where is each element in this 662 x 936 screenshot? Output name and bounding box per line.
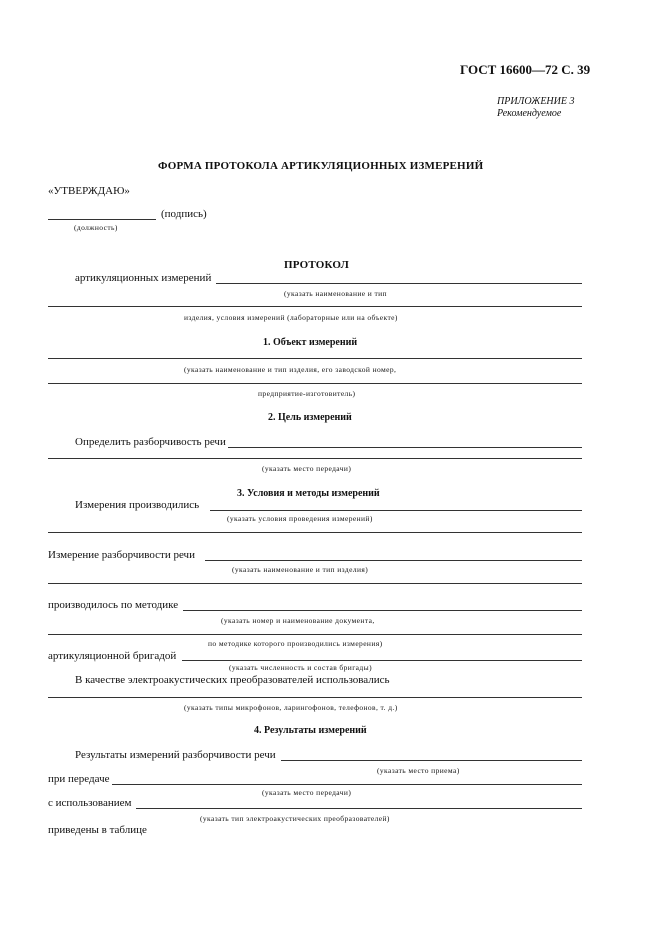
section-2-title: 2. Цель измерений <box>268 412 352 423</box>
section-4-hint-3: (указать тип электроакустических преобразователей) <box>200 814 390 823</box>
section-4-title: 4. Результаты измерений <box>254 725 367 736</box>
section-2-line-1 <box>228 447 582 448</box>
protocol-lead: артикуляционных измерений <box>75 272 212 284</box>
section-2-hint: (указать место передачи) <box>262 464 352 473</box>
section-3-line-1b <box>48 532 582 533</box>
position-hint: (должность) <box>74 223 118 232</box>
section-4-line-1 <box>281 760 582 761</box>
protocol-line-2 <box>48 306 582 307</box>
section-1-line-1 <box>48 358 582 359</box>
section-3-line-1 <box>210 510 582 511</box>
approval-label: «УТВЕРЖДАЮ» <box>48 185 130 197</box>
section-1-hint-2: предприятие-изготовитель) <box>258 389 356 398</box>
recommended-label: Рекомендуемое <box>497 108 562 119</box>
section-4-hint-2: (указать место передачи) <box>262 788 352 797</box>
section-3-hint-3b: по методике которого производились измерения) <box>208 639 383 648</box>
section-2-lead: Определить разборчивость речи <box>75 436 226 448</box>
section-3-hint-2: (указать наименование и тип изделия) <box>232 565 369 574</box>
section-3-hint-3a: (указать номер и наименование документа, <box>221 616 375 625</box>
section-3-title: 3. Условия и методы измерений <box>237 488 380 499</box>
section-1-hint-1: (указать наименование и тип изделия, его заводской номер, <box>184 365 397 374</box>
section-3-lead-3: производилось по методике <box>48 599 179 611</box>
protocol-hint-2: изделия, условия измерений (лабораторные или на объекте) <box>184 313 398 322</box>
section-3-line-3b <box>48 634 582 635</box>
section-3-hint-1: (указать условия проведения измерений) <box>227 514 373 523</box>
protocol-line-1 <box>216 283 582 284</box>
signature-label: (подпись) <box>161 208 207 220</box>
section-3-line-2b <box>48 583 582 584</box>
section-3-line-2 <box>205 560 582 561</box>
appendix-label: ПРИЛОЖЕНИЕ 3 <box>497 96 575 107</box>
protocol-hint-1: (указать наименование и тип <box>284 289 387 298</box>
section-4-lead-2: при передаче <box>48 773 110 785</box>
section-1-title: 1. Объект измерений <box>263 337 358 348</box>
section-3-hint-4: (указать численность и состав бригады) <box>229 663 372 672</box>
section-4-lead-1: Результаты измерений разборчивости речи <box>75 749 276 761</box>
section-4-hint-1: (указать место приема) <box>377 766 460 775</box>
form-title: ФОРМА ПРОТОКОЛА АРТИКУЛЯЦИОННЫХ ИЗМЕРЕНИЙ <box>158 160 484 172</box>
section-3-line-5 <box>48 697 582 698</box>
section-3-hint-5: (указать типы микрофонов, ларингофонов, телефонов, т. д.) <box>184 703 398 712</box>
section-3-line-3 <box>183 610 582 611</box>
section-4-lead-4: приведены в таблице <box>48 824 147 836</box>
section-3-lead-4: артикуляционной бригадой <box>48 650 177 662</box>
page-reference: ГОСТ 16600—72 С. 39 <box>460 62 591 77</box>
protocol-title: ПРОТОКОЛ <box>284 259 350 271</box>
section-4-line-3 <box>136 808 582 809</box>
section-3-lead-1: Измерения производились <box>75 499 200 511</box>
section-3-lead-5: В качестве электроакустических преобразователей использовались <box>75 674 390 686</box>
section-3-line-4 <box>182 660 582 661</box>
position-line <box>48 219 156 220</box>
section-1-line-2 <box>48 383 582 384</box>
section-4-line-2 <box>112 784 582 785</box>
section-2-line-2 <box>48 458 582 459</box>
section-3-lead-2: Измерение разборчивости речи <box>48 549 195 561</box>
section-4-lead-3: с использованием <box>48 797 132 809</box>
